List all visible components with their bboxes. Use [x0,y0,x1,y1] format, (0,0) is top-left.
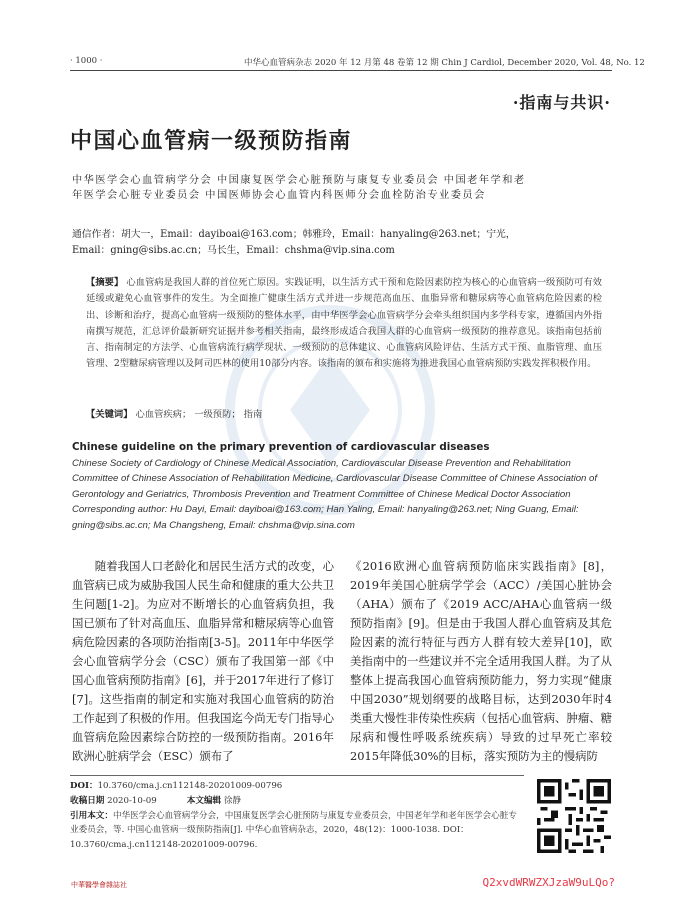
received-line [70,794,524,809]
footer-rule [70,775,524,776]
body-column-right [350,557,612,766]
article-footer [70,779,524,853]
abstract [86,275,602,373]
doi-line [70,779,524,794]
editor-label: 本文编辑 [186,795,222,806]
corresponding-authors: 通信作者：胡大一，Email：dayiboai@163.com；韩雅玲，Email：hanyaling@263.net；宁光，Email：gning@sibs.ac.cn；马长生，Email：chshma@vip.sina.com [72,229,516,256]
body-column-left [72,557,334,766]
body-paragraph: 随着我国人口老龄化和居民生活方式的改变，心血管病已成为威胁我国人民生命和健康的重大公共卫生问题[1-2]。为应对不断增长的心血管病负担，我国已颁布了针对高血压、血脂异常和糖尿病等心血管病危险因素的各项防治指南[3-5]。2011年中华医学会心血管病学分会（CSC）颁布了我国第一部《中国心血管病预防指南》[6]，并于2017年进行了修订[7]。这些指南的制定和实施对我国心血管病的防治工作起到了积极的作用。但我国迄今尚无专门指导心血管病危险因素综合防控的一级预防指南。2016年欧洲心脏病学会（ESC）颁布了 [72,559,335,763]
citation-text: 中华医学会心血管病学分会，中国康复医学会心脏预防与康复专业委员会，中国老年学和老年医学会心脏专业委员会，等. 中国心血管病一级预防指南[J]. 中华心血管病杂志，2020，48(12)：1000-1038. DOI：10.3760/cma.j.cn112148-20201009-00796. [70,810,517,851]
journal-running-header: 中华心血管病杂志 2020 年 12 月第 48 卷第 12 期 Chin J Cardiol, December 2020, Vol. 48, No. 12 [244,58,645,68]
abstract-label: 【摘要】 [86,277,124,288]
citation-label: 引用本文： [70,810,113,821]
keywords [86,406,602,420]
english-title: Chinese guideline on the primary prevention of cardiovascular diseases [72,441,490,453]
qr-code-icon[interactable] [537,779,611,853]
received-label: 收稿日期 [70,795,105,806]
author-list: 中华医学会心血管病学分会 中国康复医学会心脏预防与康复专业委员会 中国老年学和老年医学会心脏专业委员会 中国医师协会心血管内科医师分会血栓防治专业委员会 [72,175,526,202]
received-date: 2020-10-09 [107,795,157,806]
abstract-text: 心血管病是我国人群的首位死亡原因。实践证明，以生活方式干预和危险因素防控为核心的心血管病一级预防可有效延缓或避免心血管事件的发生。为全面推广健康生活方式并进一步规范高血压、血脂异常和糖尿病等心血管病危险因素的检出、诊断和治疗，提高心血管病一级预防的整体水平，由中华医学会心血管病学分会牵头组织国内多学科专家，遵循国内外指南撰写规范，汇总评价最新研究证据并参考相关指南，最终形成适合我国人群的心血管病一级预防的推荐意见。该指南包括前言、指南制定的方法学、心血管病流行病学现状、一级预防的总体建议、心血管病风险评估、生活方式干预、血脂管理、血压管理、2型糖尿病管理以及阿司匹林的使用10部分内容。该指南的颁布和实施将为推进我国心血管病预防实践发挥积极作用。 [86,277,602,370]
keywords-label: 【关键词】 [86,409,133,420]
body-paragraph: 《2016欧洲心血管病预防临床实践指南》[8]，2019年美国心脏病学学会（ACC）/美国心脏协会（AHA）颁布了《2019 ACC/AHA心血管病一级预防指南》[9]。但是由于我国人群心血管病及其危险因素的流行特征与西方人群有较大差异[10]，欧美指南中的一些建议并不完全适用我国人群。为了从整体上提高我国心血管病预防能力，努力实现“健康中国2030”规划纲要的战略目标，达到2030年时4类重大慢性非传染性疾病（包括心血管病、肿瘤、糖尿病和慢性呼吸系统疾病）导致的过早死亡率较2015年降低30%的目标，落实预防为主的慢病防 [350,559,612,763]
page-number: · 1000 · [70,56,103,66]
english-corresponding: Corresponding author: Hu Dayi, Email: dayiboai@163.com; Han Yaling, Email: hanyaling@263.net; Ning Guang, Email: gning@sibs.ac.cn; Ma Changsheng, Email: chshma@vip.sina.com [72,504,579,531]
doi-label: DOI： [70,781,98,791]
publisher-logo: 中華醫學會雜誌社 [71,881,127,889]
keywords-text: 心血管疾病； 一级预防； 指南 [135,409,263,420]
citation [70,809,524,853]
header-rule [70,70,612,71]
article-title: 中国心血管病一级预防指南 [70,128,353,154]
english-authors: Chinese Society of Cardiology of Chinese Medical Association, Cardiovascular Disease Prevention and Rehabilitation Committee of Chinese Association of Rehabilitation Medicine, Cardiovascular Disease Committee of Chinese Association of Gerontology and Geriatrics, Thrombosis Prevention and Treatment Committee of Chinese Medical Doctor Association [72,458,598,500]
watermark-code: Q2xvdWRWZXJzaW9uLQo? [482,876,615,889]
column-label: ·指南与共识· [512,93,611,112]
english-authors-block [72,456,612,533]
doi-link[interactable]: 10.3760/cma.j.cn112148-20201009-00796 [97,781,283,791]
editor-name: 徐静 [223,795,242,806]
